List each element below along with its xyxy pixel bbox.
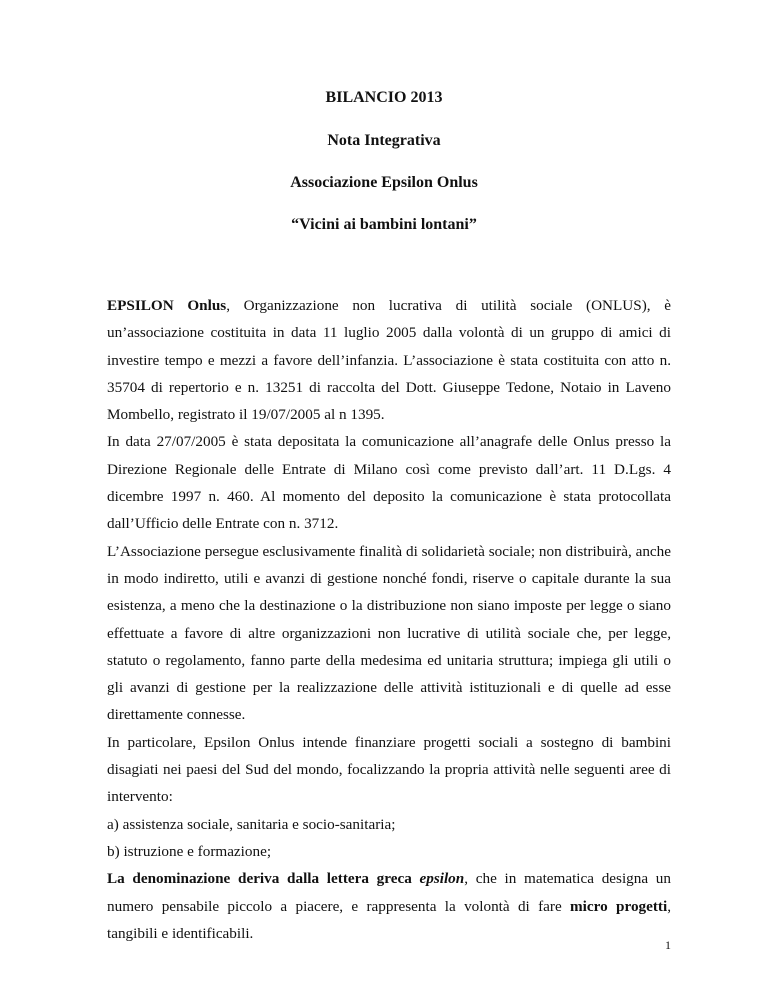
paragraph-purpose: L’Associazione persegue esclusivamente finalità di solidarietà sociale; non distribuirà, anche in modo indiretto, utili e avanzi di gestione nonché fondi, riserve o capitale durante la sua esistenza, a meno che la destinazione o la distribuzione non siano imposte per legge o siano effettuate a favore di altre organizzazioni non lucrative di utilità sociale che, per legge, statuto o regolamento, fanno parte della medesima ed unitaria struttura; impiega gli utili o gli avanzi di gestione per la realizzazione delle attività istituzionali e di quelle ad esse direttamente connesse. [107, 542, 671, 724]
micro-progetti-bold: micro progetti [570, 897, 668, 915]
name-origin-end: , tangibili e identificabili. [107, 897, 671, 942]
list-item-a: a) assistenza sociale, sanitaria e socio-sanitaria; [107, 815, 396, 833]
name-origin-text: , che in matematica designa un numero pensabile piccolo a piacere, e rappresenta la volontà di fare [107, 870, 671, 915]
paragraph-name-origin [107, 865, 671, 947]
list-item-b: b) istruzione e formazione; [107, 842, 272, 860]
document-body [107, 292, 671, 947]
paragraph-registration: In data 27/07/2005 è stata depositata la comunicazione all’anagrafe delle Onlus presso la Direzione Regionale delle Entrate di Milano così come previsto dall’art. 11 D.Lgs. 4 dicembre 1997 n. 460. Al momento del deposito la comunicazione è stata protocollata dall’Ufficio delle Entrate con n. 3712. [107, 433, 671, 533]
page-number: 1 [665, 938, 671, 952]
paragraph-focus: In particolare, Epsilon Onlus intende finanziare progetti sociali a sostegno di bambini disagiati nei paesi del Sud del mondo, focalizzando la propria attività nelle seguenti aree di intervento: [107, 733, 671, 806]
paragraph-intro-text: , Organizzazione non lucrativa di utilità sociale (ONLUS), è un’associazione costituita in data 11 luglio 2005 dalla volontà di un gruppo di amici di investire tempo e mezzi a favore dell’infanzia. L’associazione è stata costituita con atto n. 35704 di repertorio e n. 13251 di raccolta del Dott. Giuseppe Tedone, Notaio in Laveno Mombello, registrato il 19/07/2005 al n 1395. [107, 297, 671, 424]
paragraph-intro [107, 292, 671, 428]
document-title: BILANCIO 2013 [325, 89, 443, 106]
document-subtitle: Nota Integrativa [327, 132, 441, 149]
epsilon-word: epsilon [419, 870, 465, 888]
organization-name: Associazione Epsilon Onlus [290, 174, 478, 191]
organization-motto: “Vicini ai bambini lontani” [291, 216, 477, 233]
name-origin-bold: La denominazione deriva dalla lettera greca [107, 870, 420, 888]
org-name-bold: EPSILON Onlus [107, 297, 227, 314]
